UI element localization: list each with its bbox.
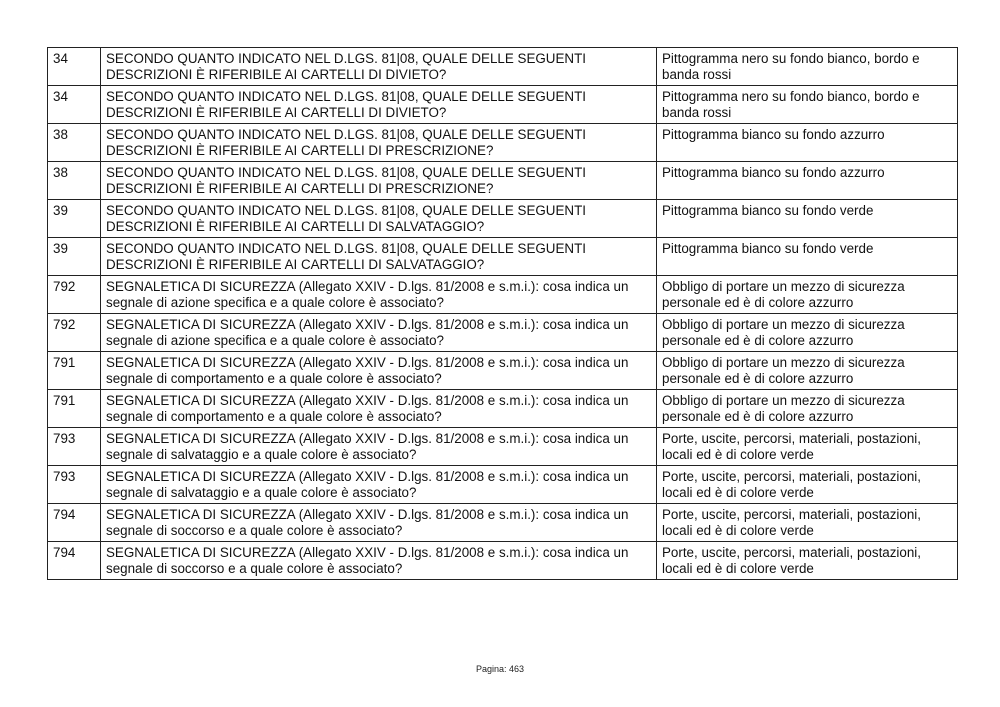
- page-number: Pagina: 463: [475, 664, 525, 674]
- question-text-cell: SECONDO QUANTO INDICATO NEL D.LGS. 81|08, QUALE DELLE SEGUENTI DESCRIZIONI È RIFERIBILE AI CARTELLI DI PRESCRIZIONE?: [101, 162, 657, 200]
- table-row: [48, 466, 958, 504]
- question-id-cell: 793: [48, 428, 101, 466]
- table-row: [48, 200, 958, 238]
- question-text-cell: SECONDO QUANTO INDICATO NEL D.LGS. 81|08, QUALE DELLE SEGUENTI DESCRIZIONI È RIFERIBILE AI CARTELLI DI DIVIETO?: [101, 48, 657, 86]
- question-id-cell: 793: [48, 466, 101, 504]
- question-text-cell: SEGNALETICA DI SICUREZZA (Allegato XXIV - D.lgs. 81/2008 e s.m.i.): cosa indica un segnale di soccorso e a quale colore è associato?: [101, 504, 657, 542]
- question-text-cell: SEGNALETICA DI SICUREZZA (Allegato XXIV - D.lgs. 81/2008 e s.m.i.): cosa indica un segnale di salvataggio e a quale colore è associato?: [101, 428, 657, 466]
- table-row: [48, 48, 958, 86]
- table-row: [48, 238, 958, 276]
- table-row: [48, 162, 958, 200]
- answer-text-cell: Obbligo di portare un mezzo di sicurezza personale ed è di colore azzurro: [657, 352, 958, 390]
- question-id-cell: 38: [48, 162, 101, 200]
- question-text-cell: SEGNALETICA DI SICUREZZA (Allegato XXIV - D.lgs. 81/2008 e s.m.i.): cosa indica un segnale di azione specifica e a quale colore è associato?: [101, 276, 657, 314]
- answer-text-cell: Pittogramma nero su fondo bianco, bordo e banda rossi: [657, 48, 958, 86]
- table-row: [48, 542, 958, 580]
- table-row: [48, 504, 958, 542]
- table-row: [48, 428, 958, 466]
- question-id-cell: 34: [48, 48, 101, 86]
- answer-text-cell: Porte, uscite, percorsi, materiali, postazioni, locali ed è di colore verde: [657, 542, 958, 580]
- answer-text-cell: Porte, uscite, percorsi, materiali, postazioni, locali ed è di colore verde: [657, 428, 958, 466]
- question-id-cell: 792: [48, 276, 101, 314]
- question-id-cell: 792: [48, 314, 101, 352]
- question-id-cell: 791: [48, 352, 101, 390]
- answer-text-cell: Obbligo di portare un mezzo di sicurezza personale ed è di colore azzurro: [657, 390, 958, 428]
- answer-text-cell: Porte, uscite, percorsi, materiali, postazioni, locali ed è di colore verde: [657, 504, 958, 542]
- answer-text-cell: Obbligo di portare un mezzo di sicurezza personale ed è di colore azzurro: [657, 314, 958, 352]
- question-text-cell: SECONDO QUANTO INDICATO NEL D.LGS. 81|08, QUALE DELLE SEGUENTI DESCRIZIONI È RIFERIBILE AI CARTELLI DI DIVIETO?: [101, 86, 657, 124]
- question-id-cell: 34: [48, 86, 101, 124]
- question-text-cell: SEGNALETICA DI SICUREZZA (Allegato XXIV - D.lgs. 81/2008 e s.m.i.): cosa indica un segnale di salvataggio e a quale colore è associato?: [101, 466, 657, 504]
- table-row: [48, 314, 958, 352]
- table-row: [48, 86, 958, 124]
- answer-text-cell: Pittogramma bianco su fondo azzurro: [657, 162, 958, 200]
- question-text-cell: SECONDO QUANTO INDICATO NEL D.LGS. 81|08, QUALE DELLE SEGUENTI DESCRIZIONI È RIFERIBILE AI CARTELLI DI SALVATAGGIO?: [101, 238, 657, 276]
- table-row: [48, 276, 958, 314]
- question-text-cell: SEGNALETICA DI SICUREZZA (Allegato XXIV - D.lgs. 81/2008 e s.m.i.): cosa indica un segnale di comportamento e a quale colore è associato?: [101, 352, 657, 390]
- question-id-cell: 38: [48, 124, 101, 162]
- table-row: [48, 390, 958, 428]
- answer-text-cell: Obbligo di portare un mezzo di sicurezza personale ed è di colore azzurro: [657, 276, 958, 314]
- questions-table: [47, 47, 958, 580]
- question-id-cell: 794: [48, 504, 101, 542]
- question-id-cell: 39: [48, 200, 101, 238]
- table-row: [48, 124, 958, 162]
- question-id-cell: 794: [48, 542, 101, 580]
- answer-text-cell: Pittogramma nero su fondo bianco, bordo e banda rossi: [657, 86, 958, 124]
- answer-text-cell: Pittogramma bianco su fondo verde: [657, 238, 958, 276]
- answer-text-cell: Porte, uscite, percorsi, materiali, postazioni, locali ed è di colore verde: [657, 466, 958, 504]
- question-text-cell: SEGNALETICA DI SICUREZZA (Allegato XXIV - D.lgs. 81/2008 e s.m.i.): cosa indica un segnale di azione specifica e a quale colore è associato?: [101, 314, 657, 352]
- question-text-cell: SECONDO QUANTO INDICATO NEL D.LGS. 81|08, QUALE DELLE SEGUENTI DESCRIZIONI È RIFERIBILE AI CARTELLI DI PRESCRIZIONE?: [101, 124, 657, 162]
- question-text-cell: SECONDO QUANTO INDICATO NEL D.LGS. 81|08, QUALE DELLE SEGUENTI DESCRIZIONI È RIFERIBILE AI CARTELLI DI SALVATAGGIO?: [101, 200, 657, 238]
- table-row: [48, 352, 958, 390]
- answer-text-cell: Pittogramma bianco su fondo azzurro: [657, 124, 958, 162]
- question-text-cell: SEGNALETICA DI SICUREZZA (Allegato XXIV - D.lgs. 81/2008 e s.m.i.): cosa indica un segnale di soccorso e a quale colore è associato?: [101, 542, 657, 580]
- answer-text-cell: Pittogramma bianco su fondo verde: [657, 200, 958, 238]
- question-text-cell: SEGNALETICA DI SICUREZZA (Allegato XXIV - D.lgs. 81/2008 e s.m.i.): cosa indica un segnale di comportamento e a quale colore è associato?: [101, 390, 657, 428]
- question-id-cell: 791: [48, 390, 101, 428]
- question-id-cell: 39: [48, 238, 101, 276]
